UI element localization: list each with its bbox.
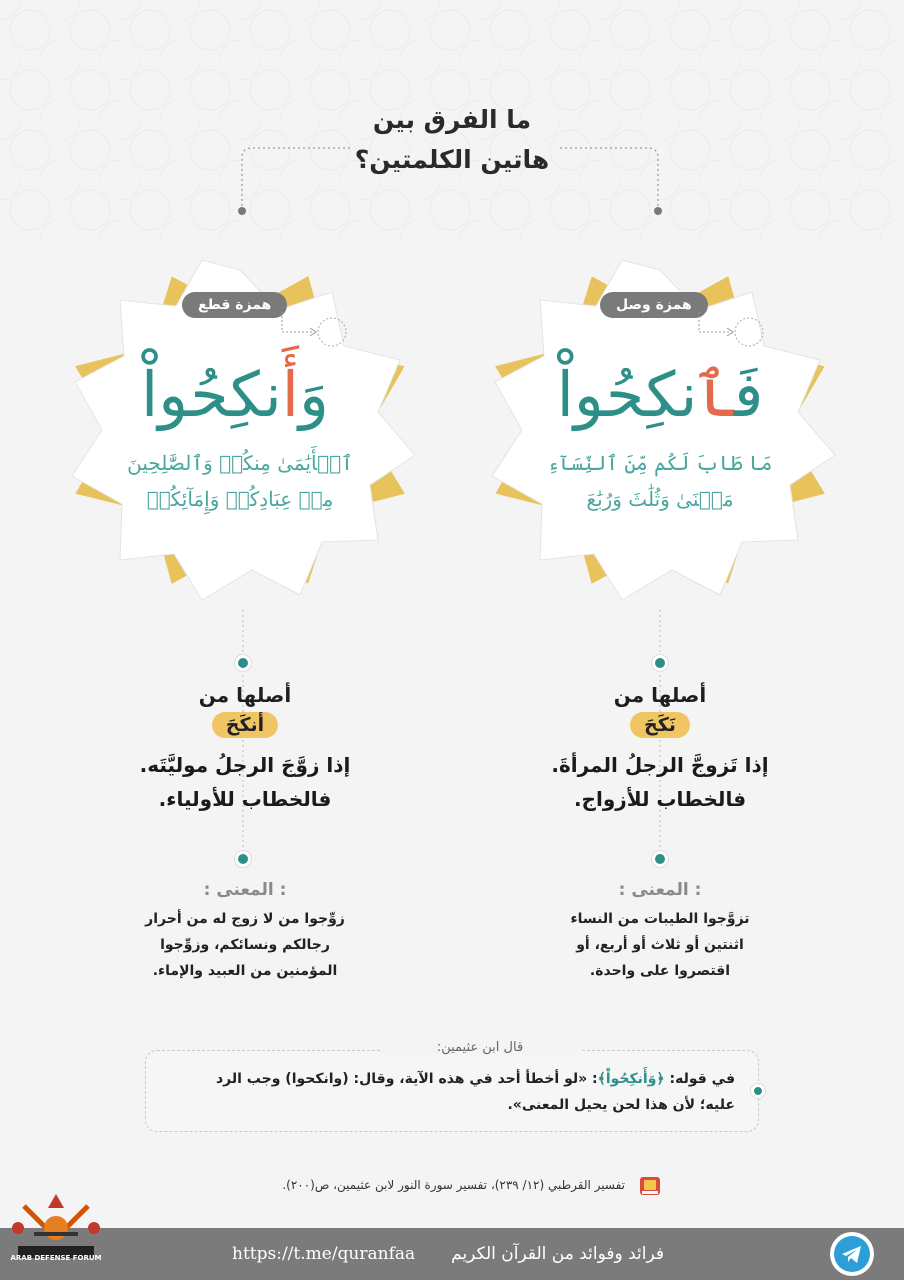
telegram-icon[interactable]	[830, 1232, 874, 1276]
right-origin-section	[510, 680, 810, 816]
quote-ayah: ﴿وَأَنكِحُواْ﴾	[597, 1071, 665, 1087]
footer-bar	[0, 1228, 904, 1280]
quote-label: قال ابن عثيمين:	[380, 1040, 580, 1055]
left-word-hamza: أَ	[281, 358, 300, 431]
right-sentence-line-1: إذا تَزوجَّ الرجلُ المرأةَ.	[551, 753, 769, 777]
arrow-icon	[697, 310, 777, 350]
left-origin-heading: أصلها من	[198, 683, 292, 707]
right-dot-1	[652, 655, 668, 671]
quote-line-2: عليه؛ لأن هذا لحن يحيل المعنى».	[507, 1097, 735, 1113]
left-dot-2	[235, 851, 251, 867]
right-verse	[525, 445, 795, 517]
left-meaning-line-3: المؤمنين من العبيد والإماء.	[152, 963, 338, 979]
right-word-hamza: ٱ	[697, 358, 734, 431]
left-sentence-line-1: إذا زوَّجَ الرجلُ موليَّتَه.	[139, 753, 351, 777]
quote-text	[160, 1066, 735, 1118]
quote-prefix: في قوله:	[664, 1071, 735, 1087]
left-word	[105, 355, 365, 435]
quote-dot	[751, 1084, 765, 1098]
left-word-prefix: وَ	[299, 358, 329, 431]
arab-defense-forum-logo	[4, 1188, 108, 1278]
footer-title: فرائد وفوائد من القرآن الكريم	[451, 1244, 664, 1264]
title-line-1: ما الفرق بين	[372, 105, 532, 134]
title-connector	[230, 140, 680, 220]
left-origin-section	[95, 680, 395, 816]
left-meaning-line-1: زوِّجوا من لا زوج له من أحرار	[145, 911, 345, 927]
left-sentence-line-2: فالخطاب للأولياء.	[158, 787, 332, 811]
right-sentence	[510, 748, 810, 816]
left-meaning-line-2: رجالكم ونسائكم، وزوِّجوا	[160, 937, 330, 953]
logo-text: ARAB DEFENSE FORUM	[10, 1254, 102, 1262]
title-line-2: هاتين الكلمتين؟	[354, 145, 550, 174]
right-dot-2	[652, 851, 668, 867]
left-meaning-heading: : المعنى :	[203, 880, 287, 900]
left-verse-line-2: مِنۡ عِبَادِكُمۡ وَإِمَآئِكُمۡ	[146, 487, 334, 511]
source-citation: تفسير القرطبي (١٢/ ٢٣٩)، تفسير سورة النور لابن عثيمين، ص(٢٠٠).	[282, 1178, 625, 1192]
hamza-qat-badge: همزة قطع	[182, 292, 287, 318]
right-meaning-section	[510, 880, 810, 984]
left-verse-line-1: ٱلۡأَيَٰمَىٰ مِنكُمۡ وَٱلصَّٰلِحِينَ	[127, 451, 353, 475]
footer-link[interactable]: https://t.me/quranfaa	[232, 1244, 416, 1264]
left-meaning-section	[95, 880, 395, 984]
left-root: أنكَحَ	[212, 712, 278, 738]
right-verse-line-2: مَثۡنَىٰ وَثُلَٰثَ وَرُبَٰعَ	[586, 487, 734, 511]
right-meaning-line-1: تزوَّجوا الطيبات من النساء	[570, 911, 750, 927]
left-dot-1	[235, 655, 251, 671]
right-meaning-line-3: اقتصروا على واحدة.	[589, 963, 731, 979]
left-meaning-text	[95, 906, 395, 984]
right-verse-line-1: مَا طَابَ لَكُم مِّنَ ٱلنِّسَآءِ	[547, 451, 773, 475]
right-word	[530, 355, 790, 435]
right-meaning-text	[510, 906, 810, 984]
left-word-rest: نكِحُواْ	[141, 358, 282, 431]
right-meaning-heading: : المعنى :	[618, 880, 702, 900]
right-sentence-line-2: فالخطاب للأزواج.	[573, 787, 747, 811]
left-verse	[105, 445, 375, 517]
arrow-icon	[280, 310, 360, 350]
left-sentence	[95, 748, 395, 816]
book-icon	[638, 1174, 664, 1198]
right-root: نَكَحَ	[630, 712, 690, 738]
quote-line-1: : «لو أخطأ أحد في هذه الآية، وقال: (وانكحوا) وجب الرد	[215, 1071, 598, 1087]
hamza-wasl-badge: همزة وصل	[600, 292, 708, 318]
right-meaning-line-2: اثنتين أو ثلاث أو أربع، أو	[576, 937, 744, 953]
right-origin-heading: أصلها من	[613, 683, 707, 707]
right-word-rest: نكِحُواْ	[556, 358, 698, 431]
right-word-prefix: فَ	[733, 358, 764, 431]
